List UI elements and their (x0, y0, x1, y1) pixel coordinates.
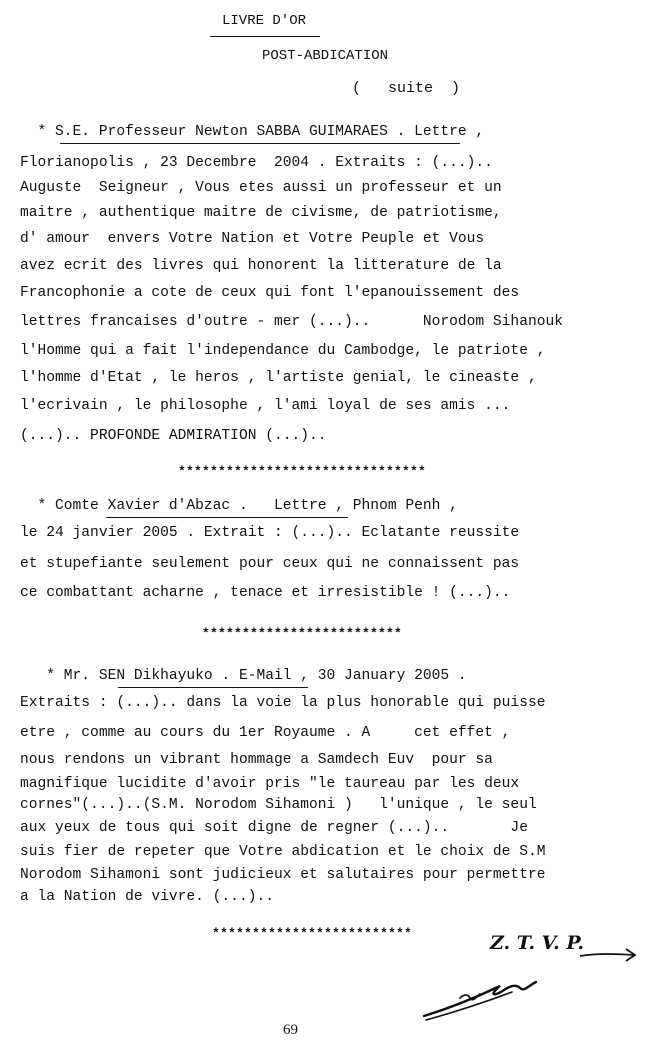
handwritten-initials: Z. T. V. P. (490, 932, 585, 954)
entry-line: * Mr. SEN Dikhayuko . E-Mail , 30 January 2005 . (20, 668, 467, 684)
entry-line: cornes"(...)..(S.M. Norodom Sihamoni ) l'unique , le seul (20, 797, 537, 813)
entry-line: Auguste Seigneur , Vous etes aussi un professeur et un (20, 180, 502, 196)
entry-line: Florianopolis , 23 Decembre 2004 . Extraits : (...).. (20, 155, 493, 171)
separator-stars: ******************************* (178, 464, 427, 479)
author-underline (106, 517, 348, 518)
entry-line: a la Nation de vivre. (...).. (20, 889, 274, 905)
author-underline (60, 143, 460, 144)
separator-stars: ************************* (212, 926, 413, 941)
entry-line: l'ecrivain , le philosophe , l'ami loyal de ses amis ... (20, 398, 511, 414)
separator-stars: ************************* (202, 626, 403, 641)
entry-line: etre , comme au cours du 1er Royaume . A cet effet , (20, 725, 511, 741)
entry-line: Norodom Sihamoni sont judicieux et salutaires pour permettre (20, 867, 546, 883)
entry-line: Extraits : (...).. dans la voie la plus honorable qui puisse (20, 695, 546, 711)
entry-line: d' amour envers Votre Nation et Votre Peuple et Vous (20, 231, 485, 247)
entry-line: l'Homme qui a fait l'independance du Cambodge, le patriote , (20, 343, 546, 359)
entry-line: et stupefiante seulement pour ceux qui ne connaissent pas (20, 556, 520, 572)
entry-line: (...).. PROFONDE ADMIRATION (...).. (20, 428, 327, 444)
entry-line: le 24 janvier 2005 . Extrait : (...).. Eclatante reussite (20, 525, 520, 541)
entry-line: maitre , authentique maitre de civisme, de patriotisme, (20, 205, 502, 221)
entry-line: lettres francaises d'outre - mer (...).. Norodom Sihanouk (20, 314, 563, 330)
page-title: LIVRE D'OR (222, 13, 307, 29)
page-number: 69 (283, 1022, 298, 1038)
entry-line: suis fier de repeter que Votre abdication et le choix de S.M (20, 844, 546, 860)
entry-line: ce combattant acharne , tenace et irresistible ! (...).. (20, 585, 511, 601)
arrow-right-icon (578, 944, 638, 964)
handwritten-signature (420, 968, 540, 1028)
entry-line: aux yeux de tous qui soit digne de regner (...).. Je (20, 820, 528, 836)
entry-line: nous rendons un vibrant hommage a Samdech Euv pour sa (20, 752, 493, 768)
entry-line: * Comte Xavier d'Abzac . Lettre , Phnom Penh , (20, 498, 458, 514)
entry-line: * S.E. Professeur Newton SABBA GUIMARAES . Lettre , (20, 124, 485, 140)
entry-line: l'homme d'Etat , le heros , l'artiste genial, le cineaste , (20, 370, 537, 386)
entry-line: avez ecrit des livres qui honorent la litterature de la (20, 258, 502, 274)
page-subtitle: POST-ABDICATION (262, 48, 389, 64)
entry-line: Francophonie a cote de ceux qui font l'epanouissement des (20, 285, 520, 301)
author-underline (118, 687, 308, 688)
continued-note: ( suite ) (352, 80, 461, 97)
title-underline (210, 36, 320, 37)
entry-line: magnifique lucidite d'avoir pris "le taureau par les deux (20, 776, 520, 792)
